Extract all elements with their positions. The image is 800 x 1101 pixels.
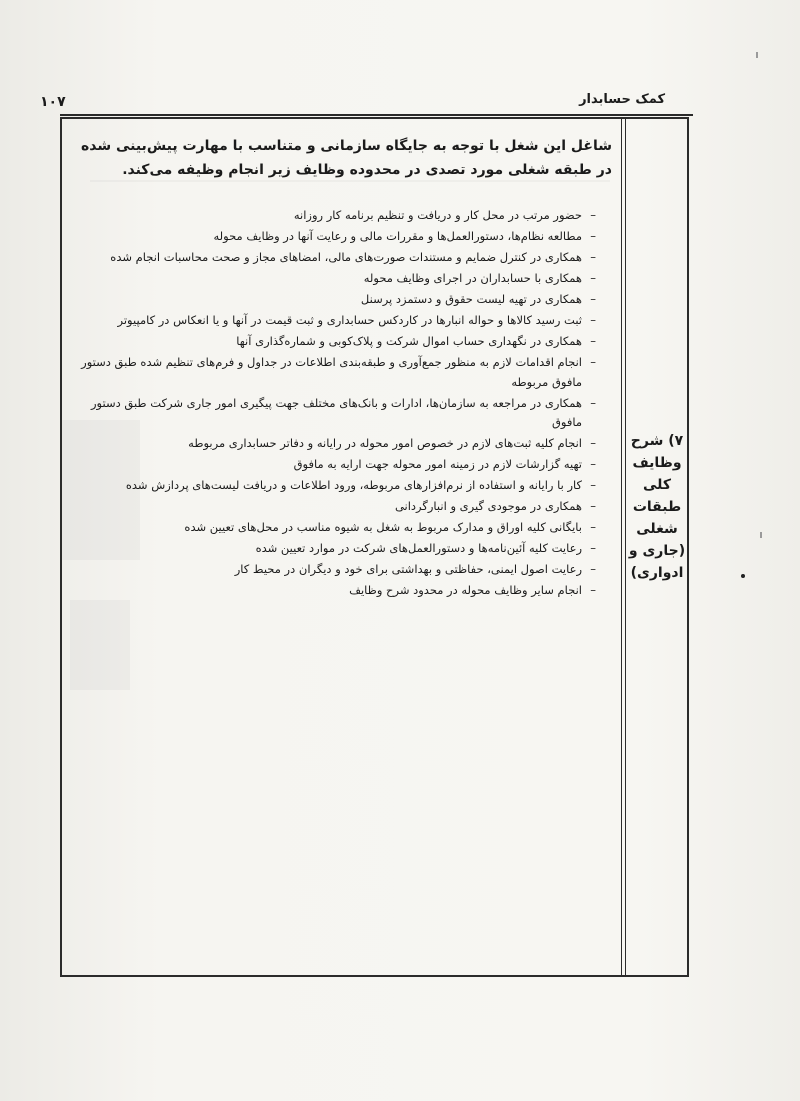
section-label-line: ادواری) bbox=[630, 565, 684, 581]
document-header-title: کمک حسابدار bbox=[579, 92, 665, 107]
duty-item: – ثبت رسید کالاها و حواله انبارها در کاردکس حسابداری و ثبت قیمت در آنها و یا انعکاس در کامپیوتر bbox=[66, 311, 596, 331]
duty-item: – همکاری با حسابداران در اجرای وظایف محوله bbox=[66, 269, 596, 289]
page-number: ۱۰۷ bbox=[40, 94, 66, 110]
section-label bbox=[628, 430, 686, 584]
duty-item: – همکاری در تهیه لیست حقوق و دستمزد پرسنل bbox=[66, 290, 596, 310]
duty-item: – تهیه گزارشات لازم در زمینه امور محوله جهت ارایه به مافوق bbox=[66, 455, 596, 475]
duty-item: – بایگانی کلیه اوراق و مدارک مربوط به شغل به شیوه مناسب در محل‌های تعیین شده bbox=[66, 518, 596, 538]
duty-item: – مطالعه نظام‌ها، دستورالعمل‌ها و مقررات مالی و رعایت آنها در وظایف محوله bbox=[66, 227, 596, 247]
duty-item: – انجام کلیه ثبت‌های لازم در خصوص امور محوله در رایانه و دفاتر حسابداری مربوطه bbox=[66, 434, 596, 454]
duty-item: – همکاری در موجودی گیری و انبارگردانی bbox=[66, 497, 596, 517]
duty-item: – رعایت اصول ایمنی، حفاظتی و بهداشتی برای خود و دیگران در محیط کار bbox=[66, 560, 596, 580]
section-label-line: کلی bbox=[642, 477, 672, 493]
section-label-line: وظایف bbox=[632, 455, 682, 471]
section-label-line: (جاری و bbox=[628, 543, 686, 559]
duty-item: – رعایت کلیه آئین‌نامه‌ها و دستورالعمل‌های شرکت در موارد تعیین شده bbox=[66, 539, 596, 559]
header-rule bbox=[60, 114, 693, 116]
duty-item: – انجام سایر وظایف محوله در محدود شرح وظایف bbox=[66, 581, 596, 601]
duty-item: – همکاری در نگهداری حساب اموال شرکت و پلاک‌کوبی و شماره‌گذاری آنها bbox=[66, 332, 596, 352]
intro-paragraph: شاغل این شغل با توجه به جایگاه سازمانی و متناسب با مهارت پیش‌بینی شده در طبقه شغلی مورد تصدی در محدوده وظایف زیر انجام وظیفه می‌کند. bbox=[80, 138, 612, 178]
section-label-line: ۷) شرح bbox=[630, 433, 684, 449]
edge-mark bbox=[760, 532, 762, 538]
section-label-line: طبقات bbox=[632, 499, 682, 515]
duty-item: – کار با رایانه و استفاده از نرم‌افزارهای مربوطه، ورود اطلاعات و دریافت لیست‌های پردازش شده bbox=[66, 476, 596, 496]
edge-mark bbox=[756, 52, 758, 58]
duties-list bbox=[66, 206, 596, 602]
duty-item: – حضور مرتب در محل کار و دریافت و تنظیم برنامه کار روزانه bbox=[66, 206, 596, 226]
duty-item: – همکاری در کنترل ضمایم و مستندات صورت‌های مالی، امضاهای مجاز و صحت محاسبات انجام شده bbox=[66, 248, 596, 268]
section-label-line: شغلی bbox=[636, 521, 678, 537]
duty-item: – همکاری در مراجعه به سازمان‌ها، ادارات و بانک‌های مختلف جهت پیگیری امور جاری شرکت طبق دستور مافوق bbox=[66, 394, 596, 433]
column-divider bbox=[621, 117, 622, 977]
duty-item: – انجام اقدامات لازم به منظور جمع‌آوری و طبقه‌بندی اطلاعات در جداول و فرم‌های تنظیم شده طبق دستور مافوق مربوطه bbox=[66, 353, 596, 392]
column-divider bbox=[625, 117, 626, 977]
stray-dot bbox=[741, 574, 745, 578]
